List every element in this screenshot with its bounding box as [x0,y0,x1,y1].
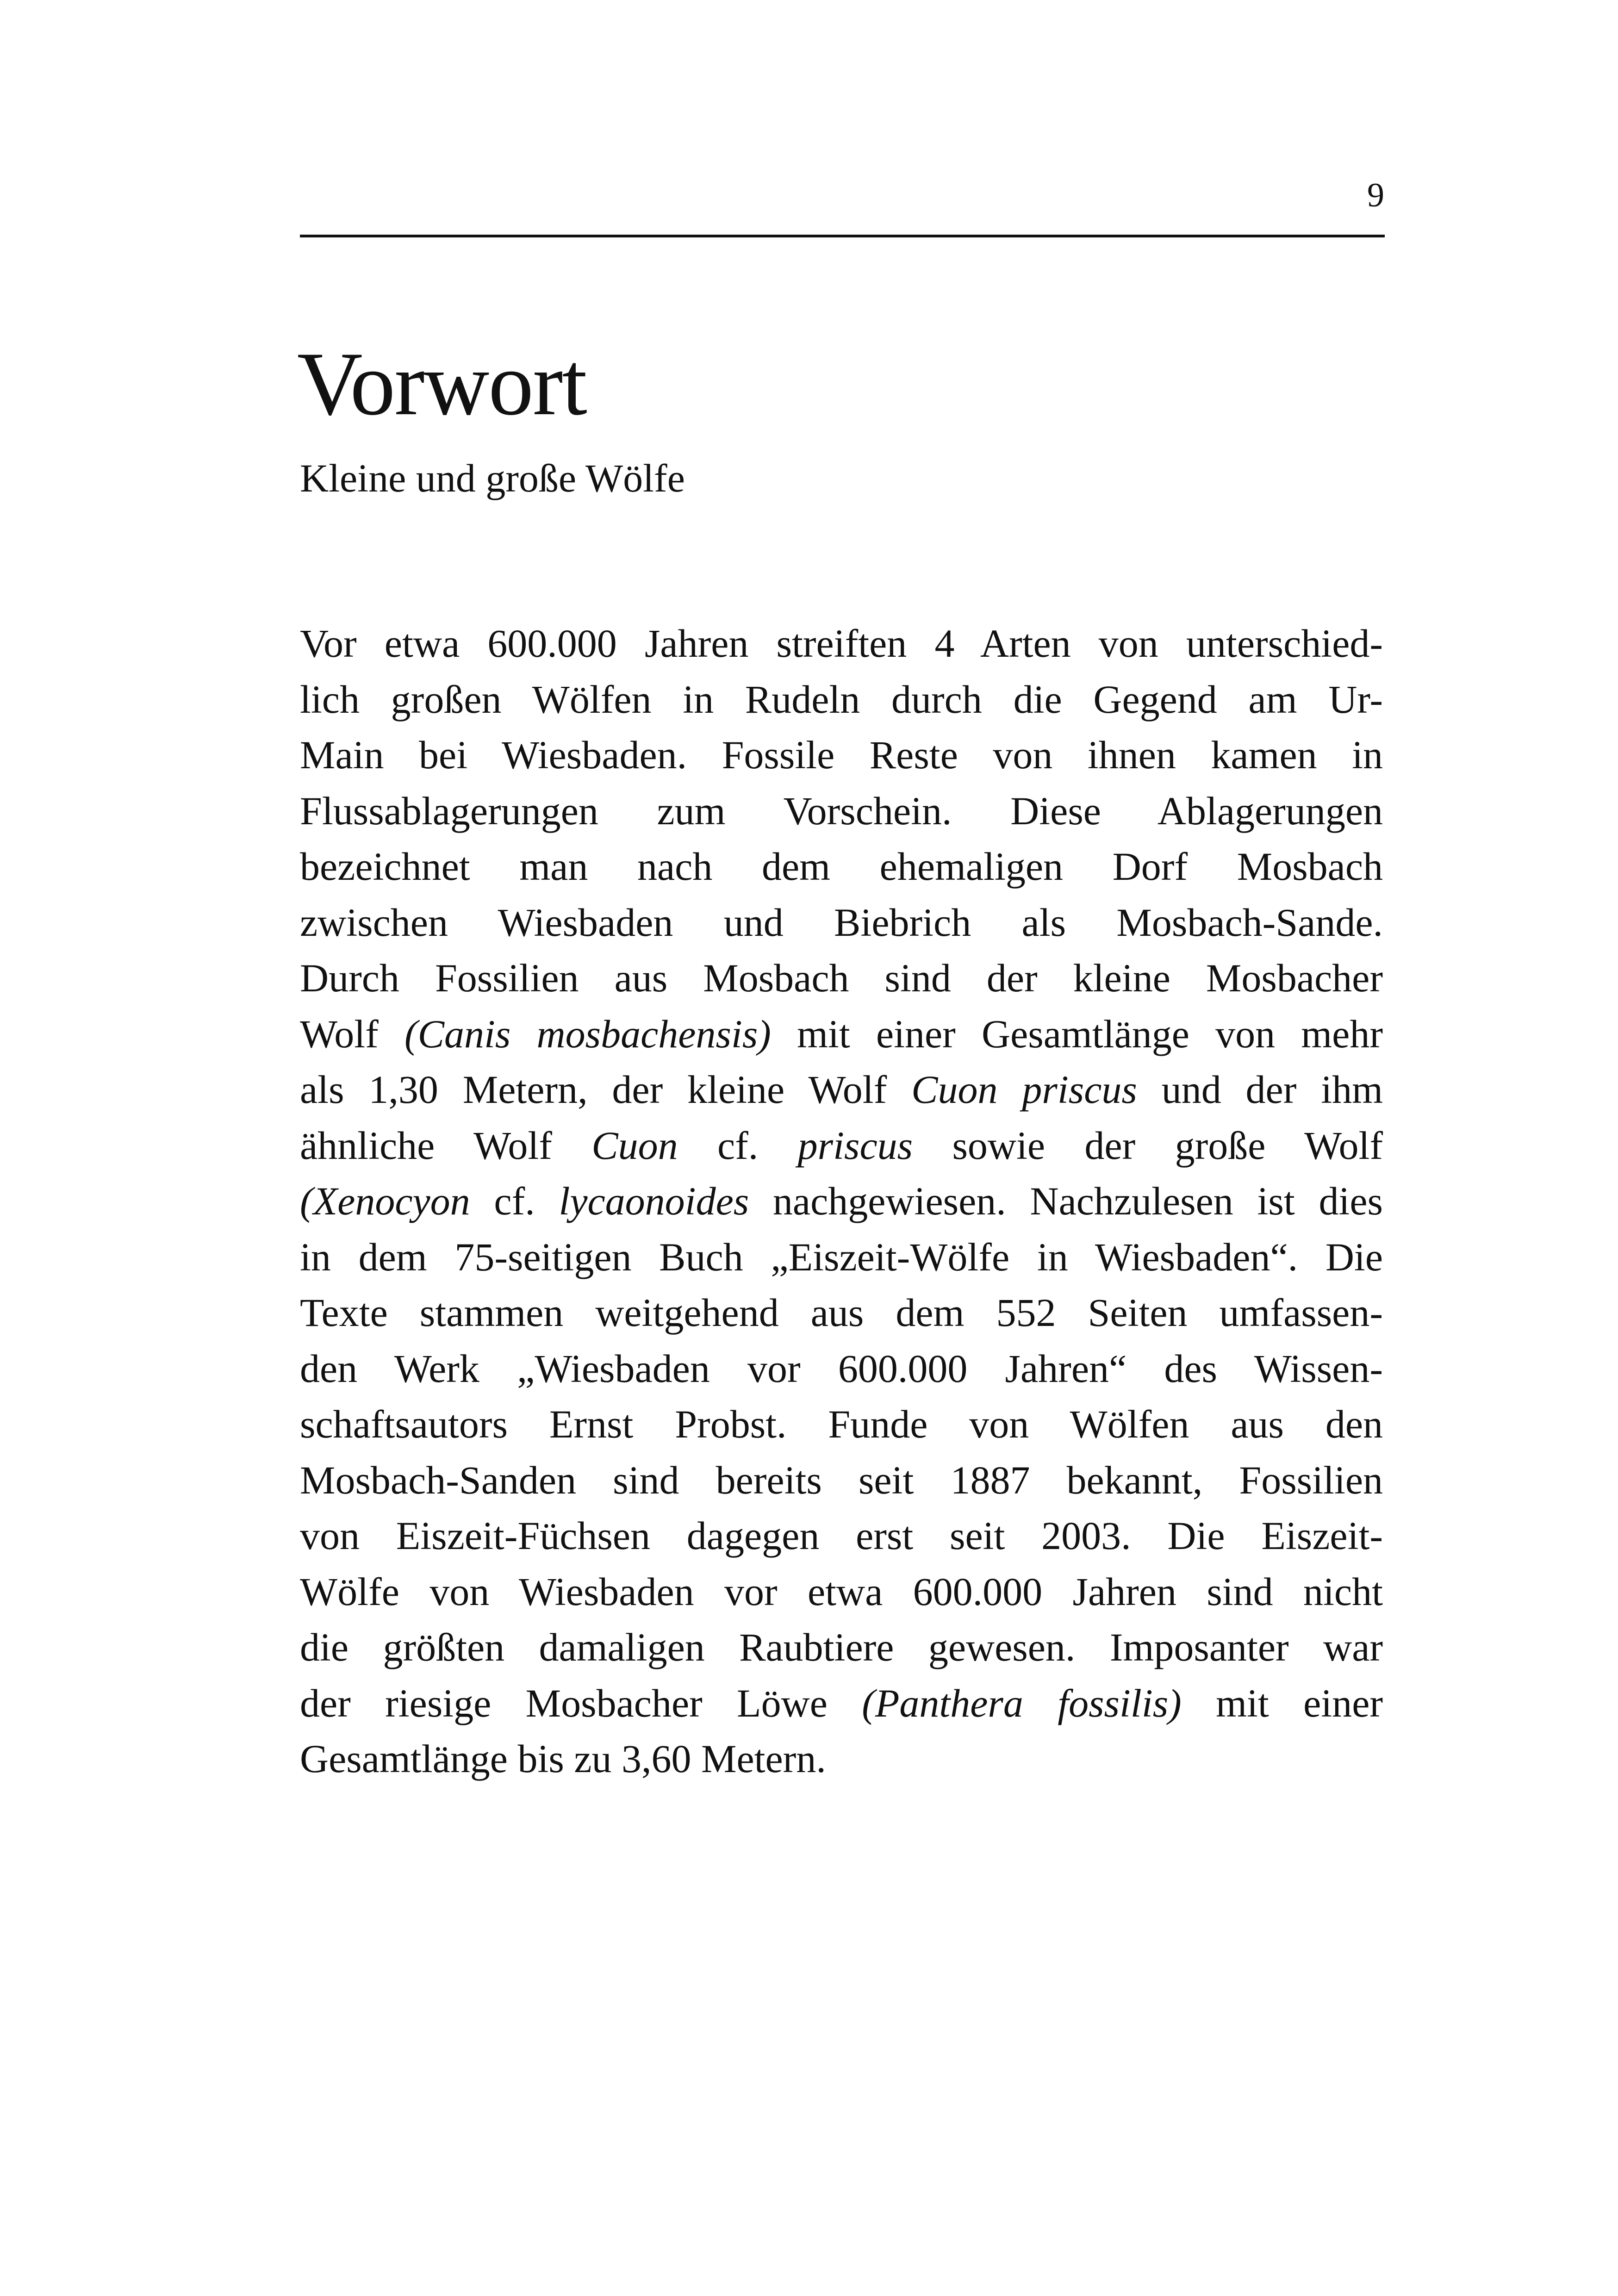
text-segment: Gesamtlänge bis zu 3,60 Metern. [300,1736,826,1781]
text-line [300,1173,1383,1229]
text-segment: cf. [678,1123,798,1168]
text-segment: bezeichnet man nach dem ehemaligen Dorf Mosbach [300,844,1383,889]
text-line [300,1396,1383,1452]
text-segment: der riesige Mosbacher Löwe [300,1680,862,1725]
header-rule [300,235,1385,237]
text-segment: mit einer [1181,1680,1383,1725]
text-segment: den Werk „Wiesbaden vor 600.000 Jahren“ des Wissen- [300,1346,1383,1391]
text-segment: Texte stammen weitgehend aus dem 552 Seiten umfassen- [300,1290,1383,1335]
text-segment: und der ihm [1137,1067,1383,1112]
page-number: 9 [1367,176,1384,214]
text-line [300,1731,1397,1787]
italic-text-segment: priscus [797,1123,913,1168]
text-line [300,616,1383,672]
italic-text-segment: Cuon [591,1123,678,1168]
text-line [300,1619,1383,1675]
text-segment: schaftsautors Ernst Probst. Funde von Wölfen aus den [300,1402,1383,1446]
chapter-subtitle: Kleine und große Wölfe [300,456,685,500]
text-line [300,1508,1383,1564]
text-segment: von Eiszeit-Füchsen dagegen erst seit 2003. Die Eiszeit- [300,1513,1383,1558]
italic-text-segment: (Canis mosbachensis) [404,1011,771,1056]
text-segment: nachgewiesen. Nachzulesen ist dies [749,1179,1383,1223]
text-line [300,1452,1383,1508]
text-line [300,1285,1383,1341]
text-segment: ähnliche Wolf [300,1123,592,1168]
text-line [300,1229,1383,1285]
text-line [300,727,1383,783]
text-line [300,1564,1383,1620]
text-segment: Durch Fossilien aus Mosbach sind der kleine Mosbacher [300,956,1383,1000]
text-segment: in dem 75-seitigen Buch „Eiszeit-Wölfe in Wiesbaden“. Die [300,1234,1383,1279]
text-segment: mit einer Gesamtlänge von mehr [771,1011,1383,1056]
text-segment: cf. [470,1179,559,1223]
text-segment: zwischen Wiesbaden und Biebrich als Mosbach-Sande. [300,900,1383,945]
text-line [300,895,1383,951]
text-segment: als 1,30 Metern, der kleine Wolf [300,1067,912,1112]
text-segment: lich großen Wölfen in Rudeln durch die Gegend am Ur- [300,677,1383,722]
text-line [300,950,1383,1006]
text-segment: die größten damaligen Raubtiere gewesen. Imposanter war [300,1625,1383,1669]
italic-text-segment: (Xenocyon [300,1179,470,1223]
italic-text-segment: (Panthera fossilis) [862,1680,1182,1725]
text-line [300,1341,1383,1397]
chapter-title: Vorwort [297,334,586,434]
body-paragraph [300,616,1397,1787]
text-segment: Main bei Wiesbaden. Fossile Reste von ihnen kamen in [300,733,1383,777]
text-segment: Wolf [300,1011,404,1056]
text-segment: sowie der große Wolf [913,1123,1383,1168]
text-segment: Vor etwa 600.000 Jahren streiften 4 Arten von unterschied- [300,621,1383,666]
text-segment: Wölfe von Wiesbaden vor etwa 600.000 Jahren sind nicht [300,1569,1383,1614]
text-segment: Mosbach-Sanden sind bereits seit 1887 bekannt, Fossilien [300,1457,1383,1502]
text-line [300,839,1383,895]
text-line [300,672,1383,728]
text-line [300,1006,1383,1062]
text-line [300,1062,1383,1118]
text-line [300,783,1383,839]
text-line [300,1118,1383,1174]
text-segment: Flussablagerungen zum Vorschein. Diese Ablagerungen [300,788,1383,833]
italic-text-segment: lycaonoides [559,1179,749,1223]
text-line [300,1675,1383,1731]
italic-text-segment: Cuon priscus [911,1067,1137,1112]
